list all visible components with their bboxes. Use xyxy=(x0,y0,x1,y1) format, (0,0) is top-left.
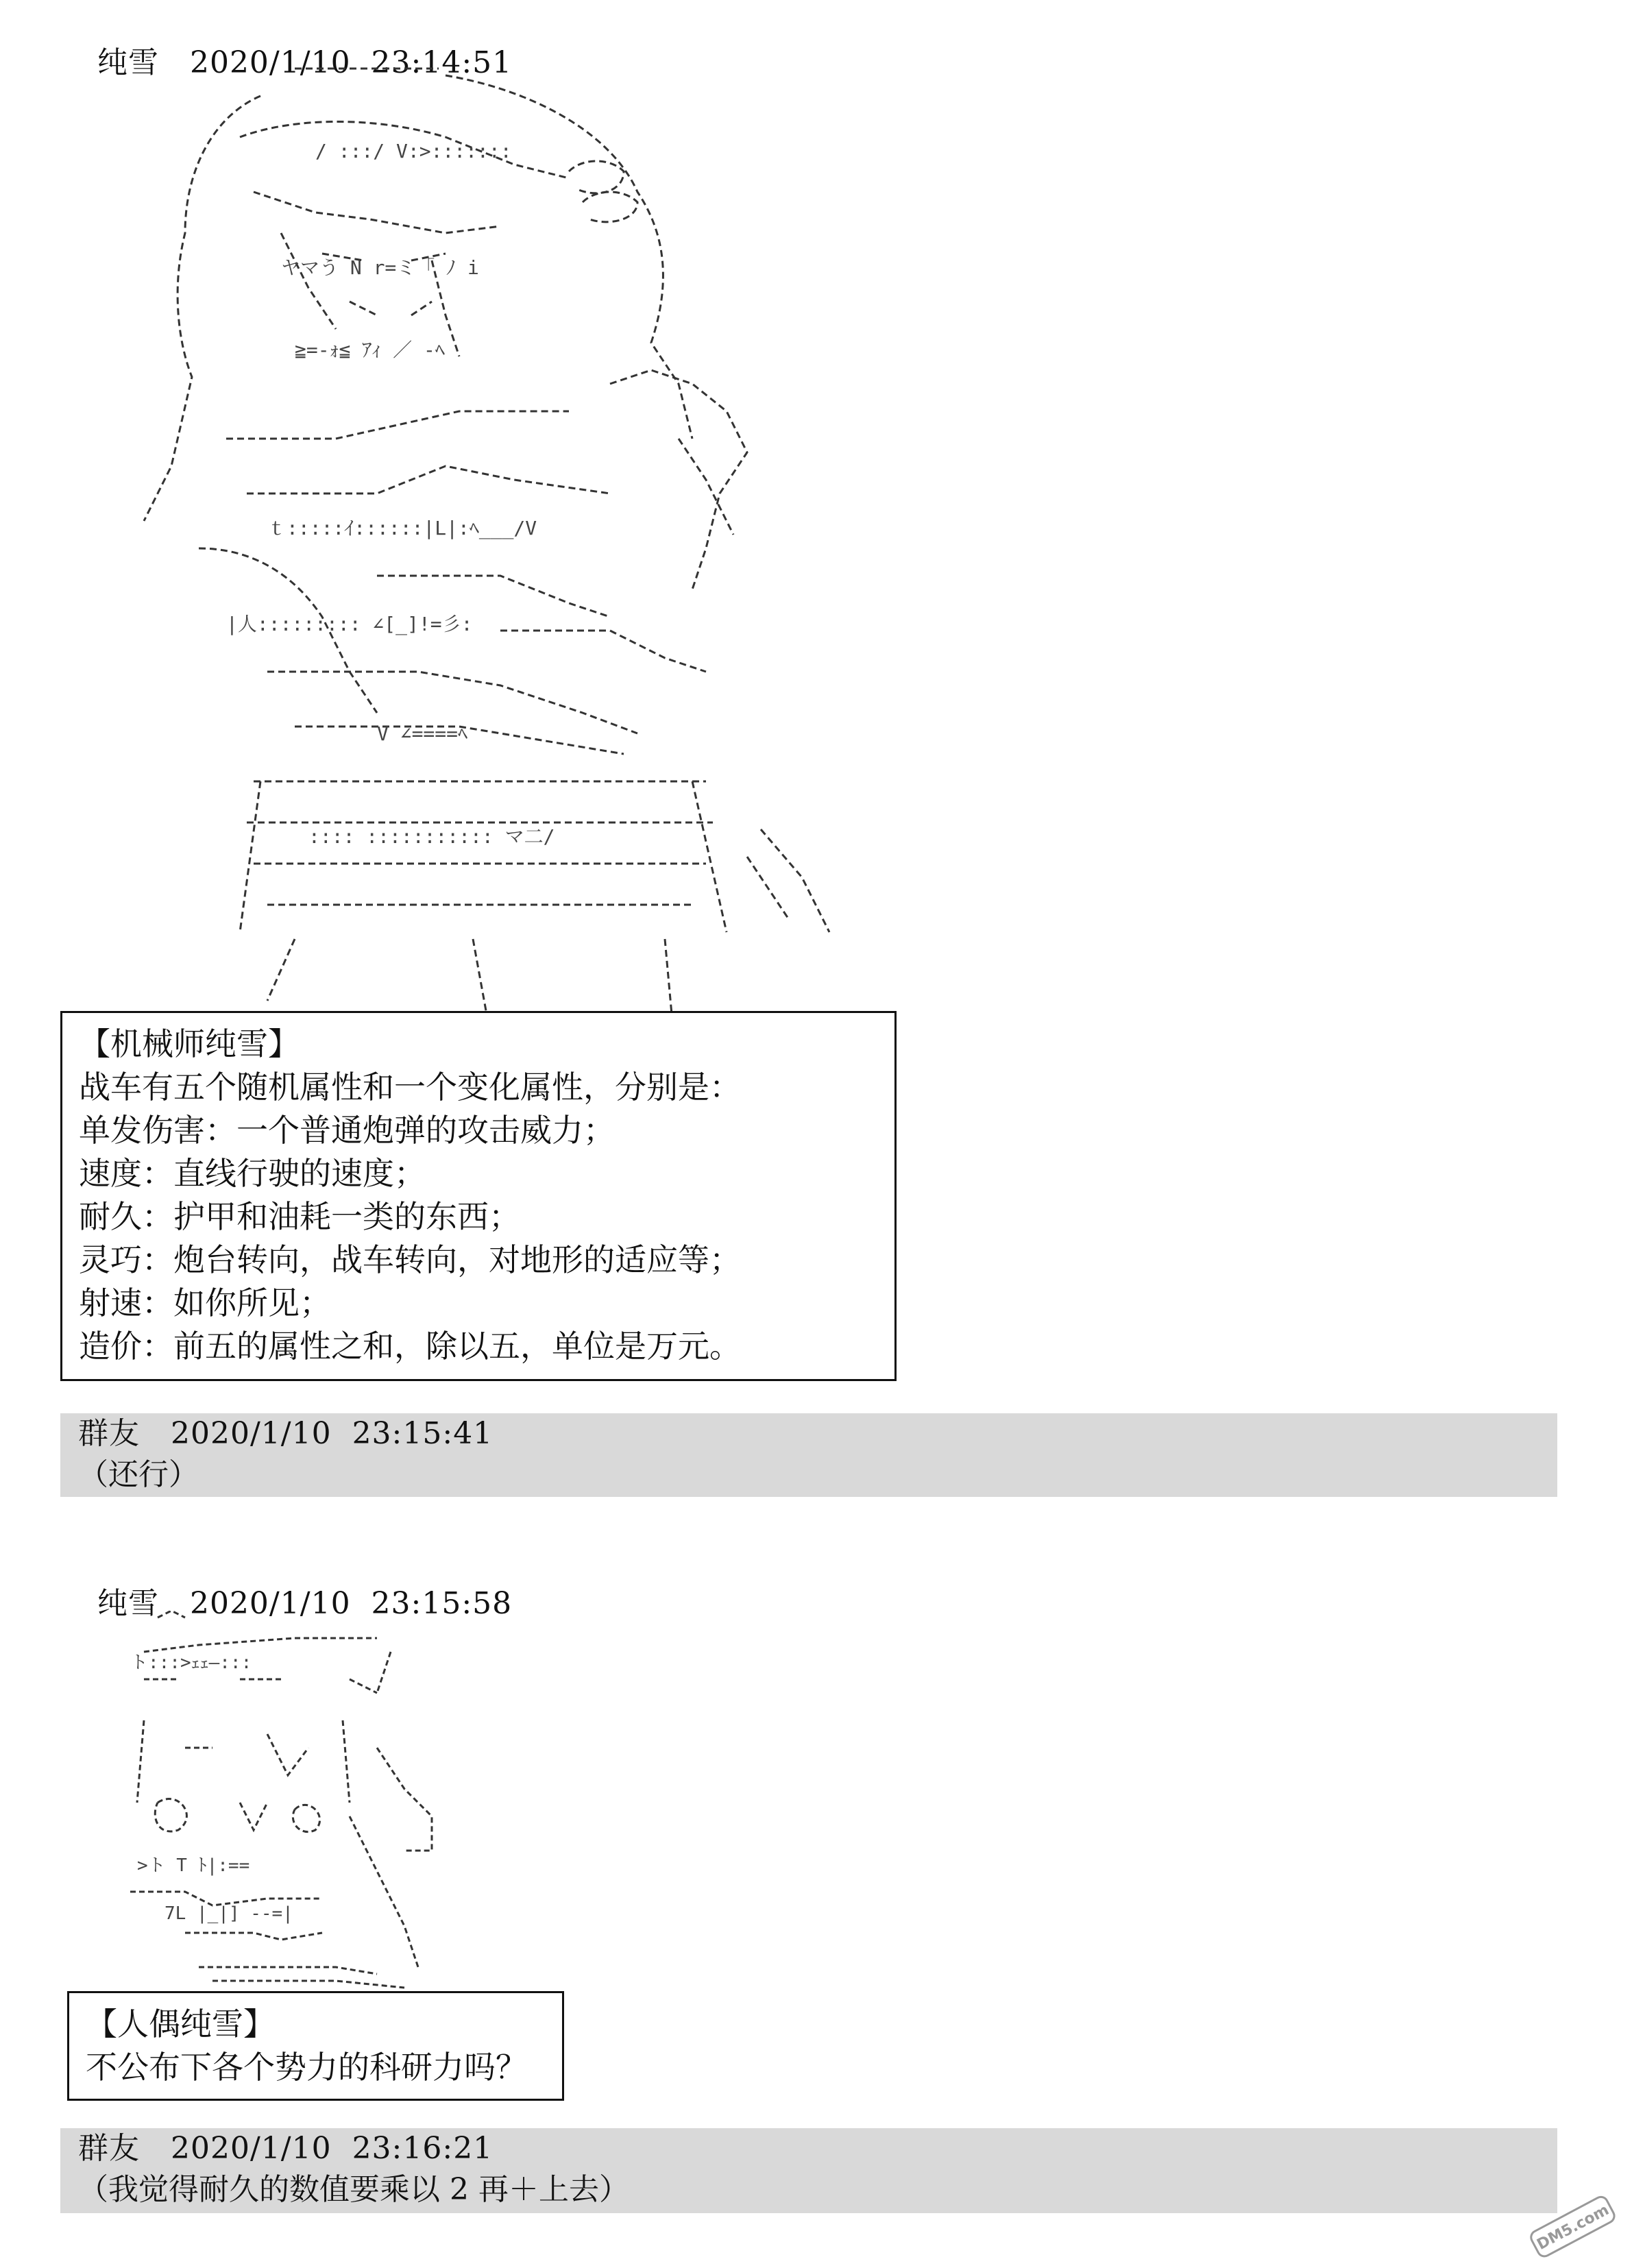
svg-text:ヤマう N r=ミ「 ﾉ i: ヤマう N r=ミ「 ﾉ i xyxy=(281,256,479,279)
post-header xyxy=(60,1413,1557,1454)
post-author: 群友 xyxy=(78,2131,140,2166)
post-header xyxy=(60,2128,1557,2169)
role-dialog-box xyxy=(60,1011,897,1381)
dialog-line: 不公布下各个势力的科研力吗？ xyxy=(86,2049,527,2086)
svg-text:|人::::::::: ∠[_]!=彡:: |人::::::::: ∠[_]!=彡: xyxy=(226,613,473,635)
post-author: 群友 xyxy=(78,1416,140,1451)
dialog-line: 造价：前五的属性之和，除以五，单位是万元。 xyxy=(79,1328,741,1365)
post-author: 纯雪 xyxy=(97,45,159,80)
post-author: 纯雪 xyxy=(97,1586,159,1621)
watermark-logo xyxy=(1524,2187,1620,2265)
post-date: 2020/1/10 xyxy=(170,2131,332,2166)
post-date: 2020/1/10 xyxy=(189,1586,351,1621)
dialog-line: 耐久：护甲和油耗一类的东西； xyxy=(79,1198,520,1235)
svg-text::::: ::::::::::: マ二/: :::: ::::::::::: マ二/ xyxy=(308,825,555,848)
post-date: 2020/1/10 xyxy=(189,45,351,80)
role-title: 【机械师纯雪】 xyxy=(79,1025,300,1062)
post-time: 23:14:51 xyxy=(371,45,513,80)
reply-block xyxy=(60,2128,1557,2213)
reply-block xyxy=(60,1413,1557,1497)
svg-text:≧=-ｫ≦ ｱｨ ／ -ﾍ: ≧=-ｫ≦ ｱｨ ／ -ﾍ xyxy=(295,339,445,361)
post-date: 2020/1/10 xyxy=(170,1416,332,1451)
svg-text:7L |_|] --=|: 7L |_|] --=| xyxy=(165,1903,293,1924)
post-time: 23:16:21 xyxy=(352,2131,494,2166)
ascii-art-mechanic-chunxue xyxy=(89,55,843,1014)
post-time: 23:15:41 xyxy=(352,1416,494,1451)
watermark-text: DM5.com xyxy=(1534,2201,1612,2254)
svg-text:>ト T ﾄ|:==: >ト T ﾄ|:== xyxy=(137,1855,250,1876)
reply-text: （还行） xyxy=(78,1457,199,1492)
svg-text:ｔ:::::ｲ::::::|L|:ﾍ___/V: ｔ:::::ｲ::::::|L|:ﾍ___/V xyxy=(267,517,537,539)
post-time: 23:15:58 xyxy=(371,1586,513,1621)
dialog-line: 战车有五个随机属性和一个变化属性，分别是： xyxy=(79,1069,741,1106)
role-title: 【人偶纯雪】 xyxy=(86,2005,275,2043)
dialog-line: 速度：直线行驶的速度； xyxy=(79,1155,426,1192)
dialog-line: 射速：如你所见； xyxy=(79,1284,331,1321)
ascii-art-doll-chunxue xyxy=(117,1611,473,1995)
dialog-line: 单发伤害：一个普通炮弹的攻击威力； xyxy=(79,1112,615,1149)
svg-text:ト:::>ｪｪ—:::: ト:::>ｪｪ—::: xyxy=(130,1653,252,1673)
svg-text:V ∠====ﾍ: V ∠====ﾍ xyxy=(377,722,468,745)
dialog-line: 灵巧：炮台转向，战车转向，对地形的适应等； xyxy=(79,1241,741,1278)
reply-text: （我觉得耐久的数值要乘以 2 再＋上去） xyxy=(78,2172,629,2207)
role-dialog-box xyxy=(67,1991,564,2101)
svg-text:/ :::/ V:>:::::::: / :::/ V:>::::::: xyxy=(315,140,512,162)
